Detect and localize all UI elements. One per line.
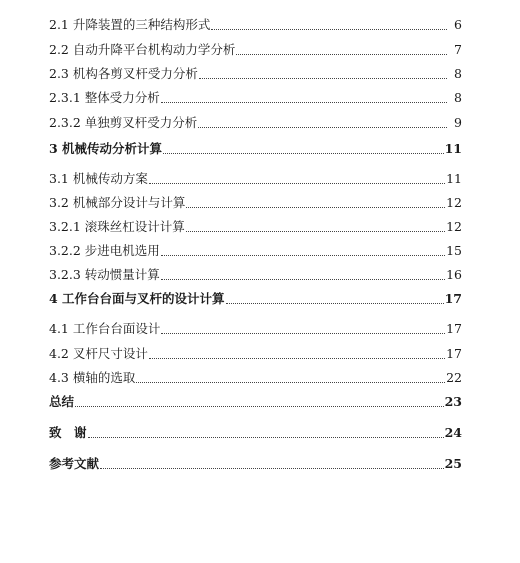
toc-entry-page: 17	[446, 321, 462, 336]
toc-entry-title: 2.2 自动升降平台机构动力学分析	[49, 42, 236, 57]
toc-entry-page: 16	[446, 267, 462, 282]
toc-dot-leader	[186, 206, 445, 208]
toc-entry-page: 8	[454, 66, 462, 81]
toc-entry-page: 12	[446, 219, 462, 234]
toc-dot-leader	[161, 278, 445, 280]
toc-chapter-entry	[49, 394, 462, 410]
toc-dot-leader	[149, 357, 445, 359]
toc-entry	[49, 195, 462, 211]
toc-entry-title: 参考文献	[49, 456, 100, 471]
toc-entry	[49, 115, 462, 131]
toc-entry-page: 11	[446, 171, 462, 186]
toc-entry-page: 15	[446, 243, 462, 258]
toc-dot-leader	[136, 381, 445, 383]
toc-entry-page: 7	[454, 42, 462, 57]
toc-dot-leader	[186, 230, 445, 232]
toc-chapter-entry	[49, 141, 462, 157]
toc-entry	[49, 66, 462, 82]
toc-entry	[49, 267, 462, 283]
toc-entry-title: 4 工作台台面与叉杆的设计计算	[49, 291, 225, 306]
toc-dot-leader	[199, 77, 447, 79]
toc-dot-leader	[75, 405, 444, 407]
toc-entry-page: 17	[446, 346, 462, 361]
toc-dot-leader	[100, 467, 444, 469]
toc-entry-title: 2.1 升降装置的三种结构形式	[49, 17, 211, 32]
toc-entry-title: 2.3.1 整体受力分析	[49, 90, 160, 105]
toc-entry-page: 25	[444, 456, 462, 471]
toc-entry-page: 11	[444, 141, 462, 156]
toc-entry-title: 3.1 机械传动方案	[49, 171, 148, 186]
toc-entry-title: 4.2 叉杆尺寸设计	[49, 346, 148, 361]
toc-entry	[49, 171, 462, 187]
toc-dot-leader	[161, 254, 445, 256]
toc-entry-page: 6	[454, 17, 462, 32]
toc-entry-title: 3.2.1 滚珠丝杠设计计算	[49, 219, 185, 234]
toc-entry-page: 24	[444, 425, 462, 440]
toc-entry-page: 22	[446, 370, 462, 385]
toc-entry	[49, 243, 462, 259]
toc-entry-title: 致 谢	[49, 425, 87, 440]
toc-dot-leader	[198, 126, 447, 128]
toc-entry-page: 9	[454, 115, 462, 130]
toc-entry-title: 2.3.2 单独剪叉杆受力分析	[49, 115, 198, 130]
toc-entry-title: 2.3 机构各剪叉杆受力分析	[49, 66, 198, 81]
toc-entry	[49, 346, 462, 362]
toc-dot-leader	[161, 101, 447, 103]
toc-entry-title: 总结	[49, 394, 75, 409]
toc-chapter-entry	[49, 291, 462, 307]
toc-entry-title: 3.2.3 转动惯量计算	[49, 267, 160, 282]
toc-chapter-entry	[49, 456, 462, 472]
toc-entry-title: 3 机械传动分析计算	[49, 141, 163, 156]
toc-dot-leader	[149, 182, 445, 184]
toc-dot-leader	[236, 53, 447, 55]
toc-dot-leader	[163, 152, 444, 154]
toc-entry-title: 4.1 工作台台面设计	[49, 321, 161, 336]
toc-entry-page: 23	[444, 394, 462, 409]
toc-entry-title: 3.2 机械部分设计与计算	[49, 195, 186, 210]
toc-dot-leader	[211, 28, 447, 30]
toc-entry-page: 17	[444, 291, 462, 306]
toc-entry	[49, 370, 462, 386]
toc-entry-title: 3.2.2 步进电机选用	[49, 243, 160, 258]
toc-entry-page: 8	[454, 90, 462, 105]
toc-entry-title: 4.3 横轴的选取	[49, 370, 136, 385]
toc-entry	[49, 17, 462, 33]
toc-dot-leader	[88, 436, 444, 438]
toc-dot-leader	[161, 332, 445, 334]
toc-dot-leader	[226, 302, 444, 304]
toc-entry	[49, 42, 462, 58]
toc-entry-page: 12	[446, 195, 462, 210]
toc-entry	[49, 219, 462, 235]
toc-chapter-entry	[49, 425, 462, 441]
toc-entry	[49, 90, 462, 106]
toc-entry	[49, 321, 462, 337]
